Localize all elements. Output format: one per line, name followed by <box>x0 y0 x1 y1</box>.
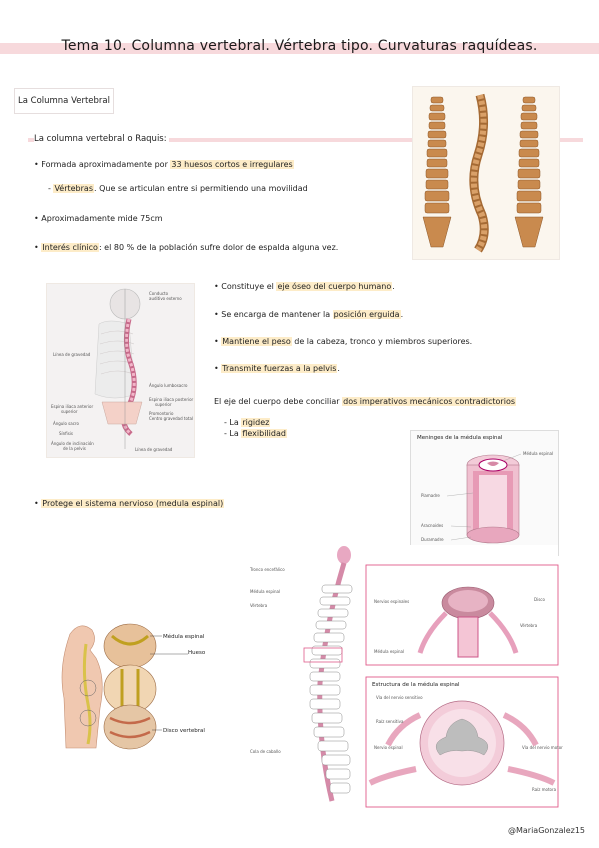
lateral-skeleton-figure <box>46 283 195 458</box>
structure-label: Vía del nervio motor <box>522 745 563 750</box>
inset-label: Nervios espinales <box>374 599 410 604</box>
subheading: La columna vertebral o Raquis: <box>34 134 167 144</box>
cord-label: Vértebra <box>250 603 268 608</box>
section-label: La Columna Vertebral <box>14 88 114 114</box>
structure-label: Raíz motora <box>532 787 557 792</box>
svg-text:Centro gravedad total: Centro gravedad total <box>149 416 194 421</box>
svg-text:superior: superior <box>155 402 172 407</box>
axis-statement: El eje del cuerpo debe conciliar dos imperativos mecánicos contradictorios <box>214 397 516 406</box>
cord-label: Tronco encefálico <box>250 567 285 572</box>
bullet-formada: • Formada aproximadamente por 33 huesos cortos e irregulares <box>34 160 293 169</box>
structure-title: Estructura de la médula espinal <box>372 682 460 688</box>
meninges-figure <box>410 430 559 556</box>
spinal-cord-figure <box>248 545 563 813</box>
cord-label: Cola de caballo <box>250 749 281 754</box>
item-rigidity: - La rigidez <box>224 418 270 427</box>
meninges-title: Meninges de la médula espinal <box>417 435 503 441</box>
svg-text:de la pelvis: de la pelvis <box>63 446 86 451</box>
svg-text:Ángulo lumbosacro: Ángulo lumbosacro <box>149 383 188 388</box>
body-label: Médula espinal <box>163 634 205 640</box>
bullet-posture: • Se encarga de mantener la posición erguida. <box>214 310 404 319</box>
svg-text:Ángulo sacro: Ángulo sacro <box>53 421 79 426</box>
structure-label: Vía del nervio sensitivo <box>376 695 423 700</box>
author-credit: @MariaGonzalez15 <box>507 826 585 835</box>
inset-label: Médula espinal <box>374 649 405 654</box>
cord-label: Médula espinal <box>250 589 281 594</box>
svg-text:superior: superior <box>61 409 78 414</box>
inset-label: Vértebra <box>520 623 538 628</box>
body-figure <box>50 614 220 754</box>
meninges-label: Aracnoides <box>421 523 444 528</box>
bullet-length: • Aproximadamente mide 75cm <box>34 214 163 223</box>
svg-text:auditivo externo: auditivo externo <box>149 296 182 301</box>
sub-vertebras: - Vértebras. Que se articulan entre si permitiendo una movilidad <box>48 184 308 193</box>
meninges-label: Piamadre <box>421 493 440 498</box>
bullet-weight: • Mantiene el peso de la cabeza, tronco y miembros superiores. <box>214 337 473 346</box>
item-flexibility: - La flexibilidad <box>224 429 286 438</box>
svg-text:Ángulo de inclinación: Ángulo de inclinación <box>51 441 94 446</box>
meninges-label: Duramadre <box>421 537 444 542</box>
body-label: Hueso <box>188 650 206 656</box>
svg-text:Conducto: Conducto <box>149 291 169 296</box>
body-label: Disco vertebral <box>163 728 205 734</box>
page-title: Tema 10. Columna vertebral. Vértebra tipo. Curvaturas raquídeas. <box>61 38 538 54</box>
bullet-protect: • Protege el sistema nervioso (medula espinal) <box>34 499 224 508</box>
svg-text:Promontorio: Promontorio <box>149 411 174 416</box>
structure-label: Nervio espinal <box>374 745 403 750</box>
inset-label: Disco <box>534 597 545 602</box>
svg-text:Espina iliaca posterior: Espina iliaca posterior <box>149 397 194 402</box>
svg-text:Sínfisis: Sínfisis <box>59 431 73 436</box>
bullet-clinical: • Interés clínico: el 80 % de la población sufre dolor de espalda alguna vez. <box>34 243 339 252</box>
bullet-axis: • Constituye el eje óseo del cuerpo humano. <box>214 282 395 291</box>
svg-text:Línea de gravedad: Línea de gravedad <box>135 447 173 452</box>
svg-text:Espina iliaca anterior: Espina iliaca anterior <box>51 404 94 409</box>
meninges-label: Médula espinal <box>523 451 554 456</box>
svg-text:Línea de gravedad: Línea de gravedad <box>53 352 91 357</box>
structure-label: Raíz sensitiva <box>376 719 404 724</box>
bullet-forces: • Transmite fuerzas a la pelvis. <box>214 364 340 373</box>
spine-views-figure <box>412 86 560 260</box>
